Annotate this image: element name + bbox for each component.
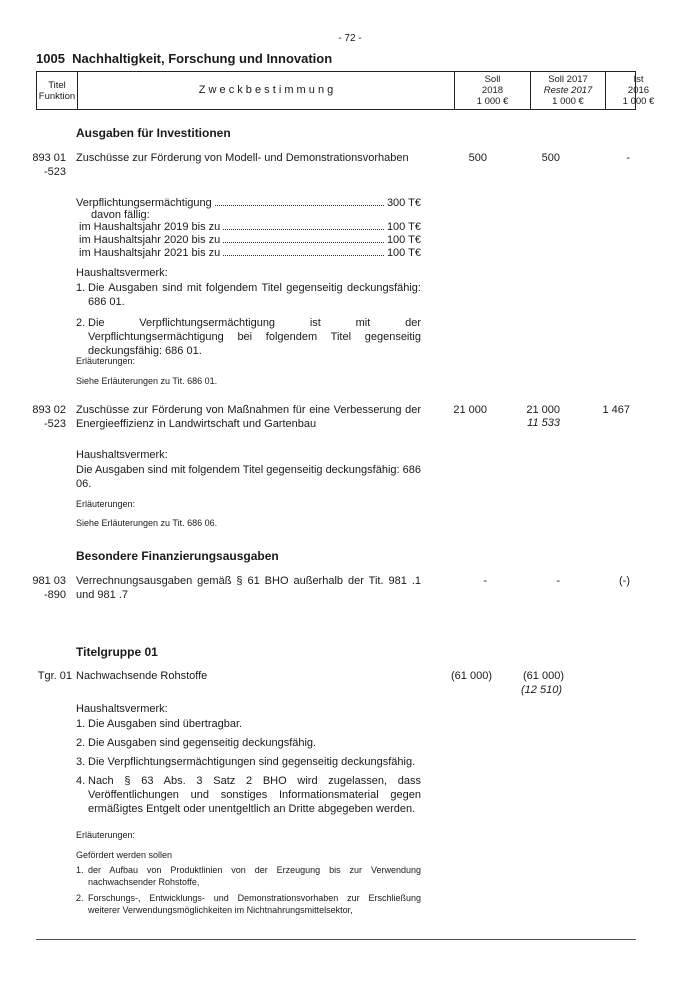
soll-2017-value: (61 000) — [523, 670, 564, 682]
entry-code: Tgr. 01 — [37, 670, 72, 682]
list-item: 3. Die Verpflichtungsermächtigungen sind gegenseitig deckungsfähig. — [76, 756, 416, 768]
erlaeuterungen-label: Erläuterungen: — [76, 499, 136, 509]
chapter-number: 1005 — [36, 51, 65, 66]
list-item: 4. Nach § 63 Abs. 3 Satz 2 BHO wird zugelassen, dass Veröffentlichungen und sonstiges Informationsmaterial gegen ermäßigtes Entgelt oder unentgeltlich an Dritte abgegeben werden. — [76, 775, 421, 815]
list-item: 1. Die Ausgaben sind mit folgendem Titel gegenseitig deckungsfähig: 686 01. — [76, 282, 421, 308]
soll-2017-value: 21 000 — [526, 404, 560, 416]
erlaeuterungen-label: Erläuterungen: — [76, 830, 136, 840]
reste-2017-value: (12 510) — [521, 684, 562, 696]
soll-2018-value: 21 000 — [453, 404, 487, 416]
reste-2017-value: 11 533 — [527, 417, 560, 429]
haushaltsvermerk-label: Haushaltsvermerk: — [76, 703, 168, 715]
haushaltsvermerk-text: Die Ausgaben sind mit folgendem Titel gegenseitig deckungsfähig: 686 06. — [76, 464, 421, 490]
page-number: - 72 - — [338, 33, 362, 44]
erlaeuterungen-list — [76, 864, 421, 916]
soll-2018-value: 500 — [468, 152, 487, 164]
erlaeuterungen-text: Siehe Erläuterungen zu Tit. 686 01. — [76, 376, 218, 386]
haushaltsvermerk-label: Haushaltsvermerk: — [76, 449, 168, 461]
soll-2018-value: - — [483, 575, 487, 587]
section-heading-investitionen: Ausgaben für Investitionen — [76, 126, 231, 140]
ist-2016-value: 1 467 — [602, 404, 630, 416]
erlaeuterungen-intro: Gefördert werden sollen — [76, 850, 173, 860]
ist-2016-value: (-) — [619, 575, 630, 587]
entry-code: 893 02 -523 — [32, 404, 66, 430]
vpe-line: Verpflichtungsermächtigung 300 T€ — [76, 197, 421, 209]
list-item: 1. Die Ausgaben sind übertragbar. — [76, 718, 243, 730]
list-item: 2. Forschungs-, Entwicklungs- und Demonstrationsvorhaben zur Erschließung weiterer Verwendungsmöglichkeiten im Nichtnahrungsmittelsektor, — [76, 893, 421, 915]
soll-2017-value: - — [556, 575, 560, 587]
ist-2016-value: - — [626, 152, 630, 164]
header-zweckbestimmung: Z w e c k b e s t i m m u n g — [198, 84, 334, 96]
header-soll-2017: Soll 2017 Reste 2017 1 000 € — [543, 74, 593, 107]
header-ist-2016: Ist 2016 1 000 € — [622, 74, 655, 107]
chapter-name: Nachhaltigkeit, Forschung und Innovation — [72, 51, 333, 66]
vpe-row: im Haushaltsjahr 2019 bis zu 100 T€ — [79, 221, 421, 233]
table-header — [36, 71, 655, 110]
haushaltsvermerk-list — [76, 717, 421, 816]
erlaeuterungen-text: Siehe Erläuterungen zu Tit. 686 06. — [76, 518, 218, 528]
erlaeuterungen-label: Erläuterungen: — [76, 356, 136, 366]
soll-2018-value: (61 000) — [451, 670, 492, 682]
header-titel: Titel Funktion — [38, 79, 76, 102]
section-heading-titelgruppe: Titelgruppe 01 — [76, 645, 158, 659]
entry-text: Verrechnungsausgaben gemäß § 61 BHO außerhalb der Tit. 981 .1 und 981 .7 — [76, 575, 421, 601]
vpe-row: im Haushaltsjahr 2020 bis zu 100 T€ — [79, 234, 421, 246]
list-item: 2. Die Ausgaben sind gegenseitig deckungsfähig. — [76, 737, 317, 749]
haushaltsvermerk-list — [76, 281, 421, 358]
haushaltsvermerk-label: Haushaltsvermerk: — [76, 267, 168, 279]
entry-code: 893 01 -523 — [32, 152, 66, 178]
vpe-faellig: davon fällig: — [91, 209, 150, 221]
list-item: 1. der Aufbau von Produktlinien von der Erzeugung bis zur Verwendung nachwachsender Rohstoffe, — [76, 865, 421, 887]
vpe-row: im Haushaltsjahr 2021 bis zu 100 T€ — [79, 247, 421, 259]
list-item: 2. Die Verpflichtungsermächtigung ist mit der Verpflichtungsermächtigung bei folgendem Titel gegenseitig deckungsfähig: 686 01. — [76, 317, 421, 357]
entry-text: Nachwachsende Rohstoffe — [76, 670, 208, 682]
bottom-rule — [36, 939, 636, 940]
header-soll-2018: Soll 2018 1 000 € — [476, 74, 509, 107]
chapter-title — [36, 51, 332, 66]
entry-text: Zuschüsse zur Förderung von Modell- und Demonstrationsvorhaben — [76, 152, 409, 164]
entry-code: 981 03 -890 — [32, 575, 66, 601]
soll-2017-value: 500 — [541, 152, 560, 164]
entry-text: Zuschüsse zur Förderung von Maßnahmen für eine Verbesserung der Energieeffizienz in Landwirtschaft und Gartenbau — [76, 404, 421, 430]
section-heading-finanzierung: Besondere Finanzierungsausgaben — [76, 549, 279, 563]
